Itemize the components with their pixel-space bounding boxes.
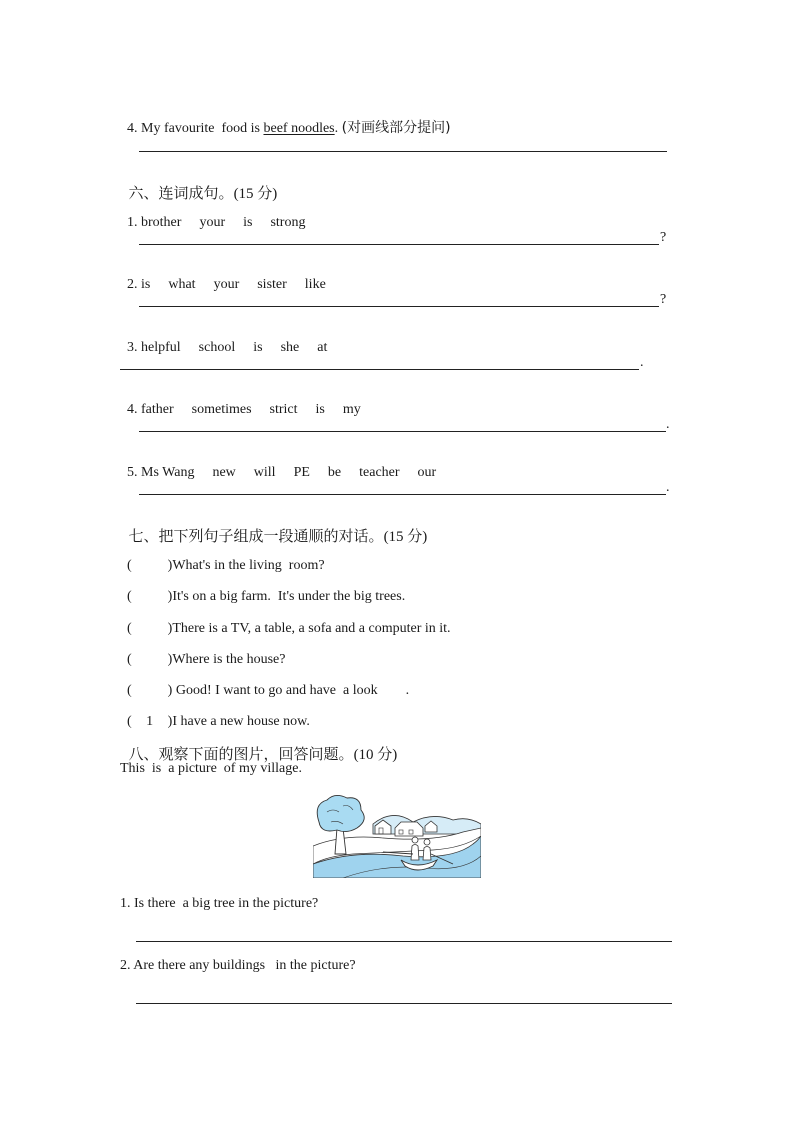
word: my — [342, 402, 361, 417]
word: she — [280, 340, 300, 355]
word: Ms Wang — [141, 465, 195, 480]
item-number: 5. — [127, 465, 138, 480]
section7-points: (15 分) — [383, 529, 428, 545]
answer-line[interactable] — [120, 369, 639, 370]
word: new — [212, 465, 236, 480]
item-number: 1. — [127, 215, 138, 230]
word: is — [315, 402, 325, 417]
end-punct: ? — [660, 230, 667, 245]
end-punct: . — [666, 417, 670, 432]
word: school — [198, 340, 236, 355]
word: strong — [270, 215, 306, 230]
q5-4-prefix: 4. My favourite food is — [127, 121, 264, 136]
s8-question-1: 1. Is there a big tree in the picture? — [120, 896, 319, 911]
word: strict — [269, 402, 298, 417]
word: teacher — [359, 465, 400, 480]
answer-blank[interactable]: 1 — [146, 714, 154, 729]
q5-4-line — [120, 104, 451, 137]
s7-item — [120, 667, 409, 699]
answer-line[interactable] — [136, 1003, 672, 1004]
word: be — [327, 465, 342, 480]
word: brother — [141, 215, 182, 230]
word: father — [141, 402, 174, 417]
open-paren: ( — [127, 558, 132, 573]
section8-title: 八、观察下面的图片，回答问题。 — [128, 745, 354, 763]
s7-item — [120, 636, 285, 668]
s6-item-4 — [120, 386, 361, 418]
section8-points: (10 分) — [353, 747, 398, 763]
section7-title: 七、把下列句子组成一段通顺的对话。 — [128, 527, 384, 545]
open-paren: ( — [127, 589, 132, 604]
item-number: 2. — [127, 277, 138, 292]
word: is — [141, 277, 151, 292]
answer-line[interactable] — [139, 431, 666, 432]
answer-line[interactable] — [139, 494, 666, 495]
dialogue-text: )I have a new house now. — [167, 714, 310, 729]
section6-heading — [119, 166, 277, 203]
section6-points: (15 分) — [233, 186, 278, 202]
section7-heading — [119, 509, 427, 546]
open-paren: ( — [127, 621, 132, 636]
word: like — [304, 277, 326, 292]
answer-line[interactable] — [136, 941, 672, 942]
dialogue-text: )Where is the house? — [167, 652, 286, 667]
answer-line[interactable] — [139, 306, 659, 307]
s6-item-1 — [120, 199, 305, 231]
word: helpful — [141, 340, 181, 355]
dialogue-text: )What's in the living room? — [167, 558, 325, 573]
word: at — [317, 340, 328, 355]
village-picture — [313, 794, 481, 878]
word: is — [243, 215, 253, 230]
dialogue-text: ) Good! I want to go and have a look . — [167, 683, 410, 698]
section6-title: 六、连词成句。 — [128, 184, 234, 202]
word: is — [253, 340, 263, 355]
word: your — [213, 277, 240, 292]
s7-item — [120, 573, 405, 605]
dialogue-text: )It's on a big farm. It's under the big trees. — [167, 589, 406, 604]
open-paren: ( — [127, 652, 132, 667]
word: what — [168, 277, 196, 292]
end-punct: . — [666, 480, 670, 495]
s6-item-3 — [120, 324, 327, 356]
open-paren: ( — [127, 714, 132, 729]
answer-line[interactable] — [139, 244, 659, 245]
answer-line[interactable] — [139, 151, 667, 152]
end-punct: . — [640, 355, 644, 370]
s6-item-2 — [120, 261, 326, 293]
word: PE — [293, 465, 310, 480]
item-number: 3. — [127, 340, 138, 355]
open-paren: ( — [127, 683, 132, 698]
q5-4-underlined: beef noodles — [263, 121, 335, 136]
word: your — [199, 215, 226, 230]
q5-4-instruction: (对画线部分提问) — [341, 120, 451, 136]
word: will — [253, 465, 276, 480]
word: sister — [257, 277, 287, 292]
word: our — [417, 465, 437, 480]
s6-item-5 — [120, 449, 436, 481]
q5-4-suffix: . — [334, 121, 339, 136]
s8-question-2: 2. Are there any buildings in the picture? — [120, 958, 356, 973]
s7-item — [120, 542, 325, 574]
item-number: 4. — [127, 402, 138, 417]
s7-item — [120, 698, 310, 730]
section8-heading — [119, 727, 397, 764]
section8-intro: This is a picture of my village. — [120, 761, 302, 776]
end-punct: ? — [660, 292, 667, 307]
word: sometimes — [191, 402, 252, 417]
dialogue-text: )There is a TV, a table, a sofa and a computer in it. — [167, 621, 451, 636]
s7-item — [120, 605, 451, 637]
